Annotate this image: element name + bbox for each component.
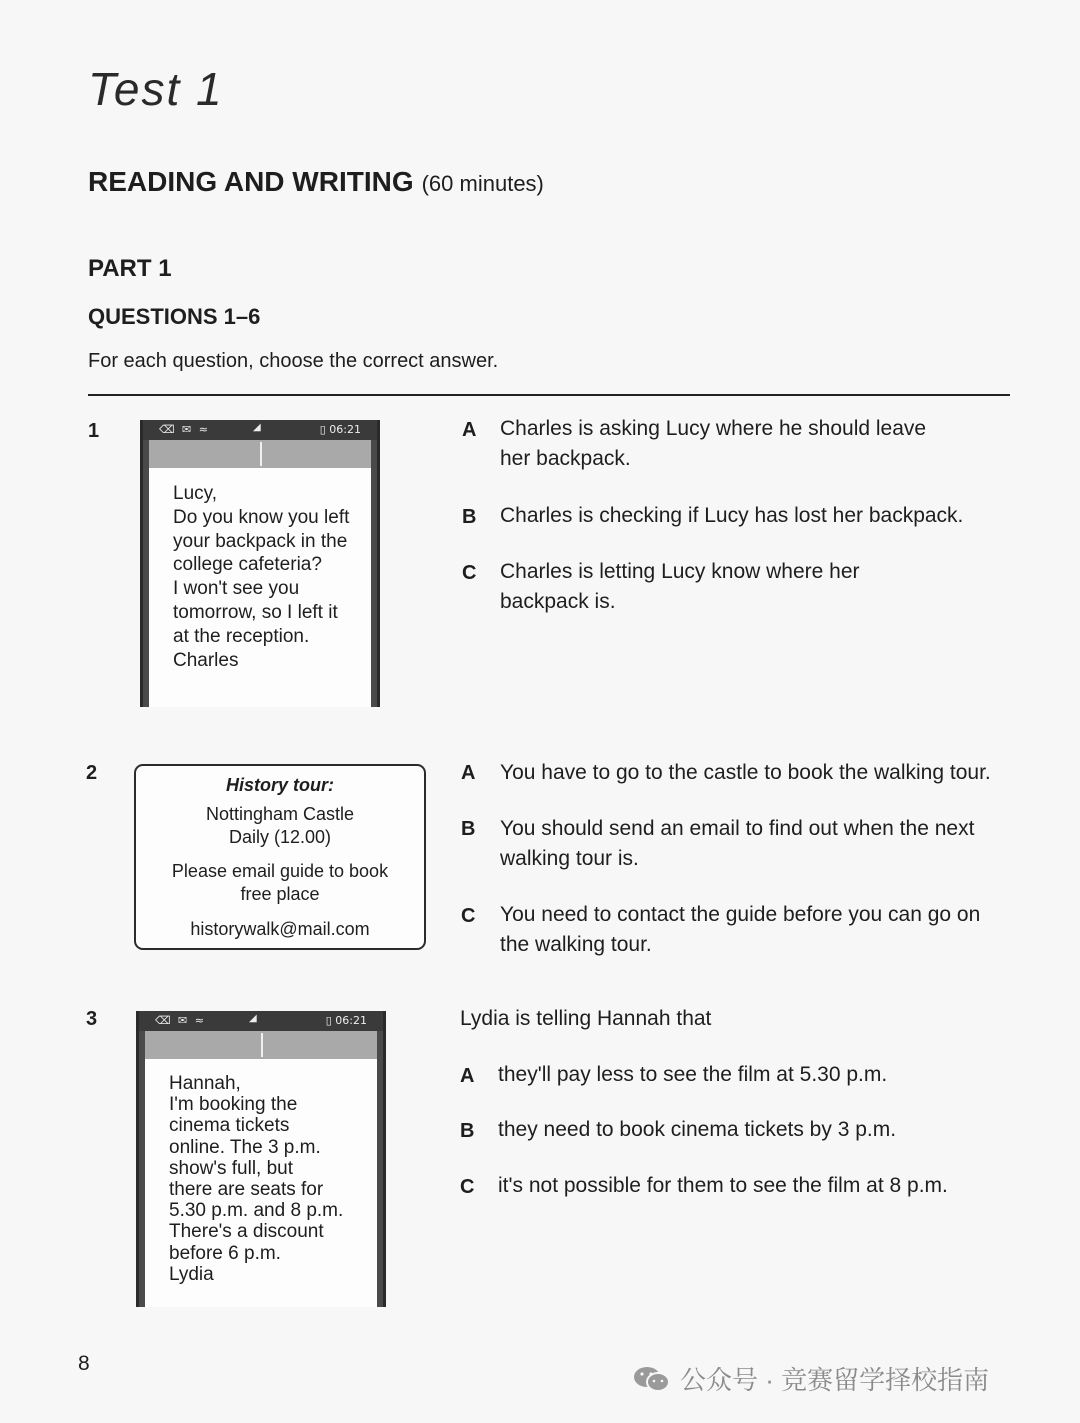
section-duration: (60 minutes) bbox=[421, 171, 544, 196]
question-number: 1 bbox=[88, 420, 100, 442]
notice-email: historywalk@mail.com bbox=[190, 919, 370, 939]
watermark-text: 公众号 · 竞赛留学择校指南 bbox=[680, 1365, 990, 1395]
option-letter: C bbox=[460, 1176, 475, 1198]
notice-line: Nottingham Castle bbox=[205, 804, 355, 824]
phone-screen bbox=[145, 1059, 377, 1307]
option-letter: C bbox=[462, 562, 477, 584]
option-text: they'll pay less to see the film at 5.30 p.m. bbox=[498, 1063, 888, 1086]
option-text: You have to go to the castle to book the walking tour. bbox=[500, 761, 991, 784]
phone-message-text: Lucy, Do you know you left your backpack in the college cafeteria? I won't see you tomorrow, so I left it at the reception. Charles bbox=[173, 483, 350, 671]
notice-line: Please email guide to book bbox=[171, 861, 389, 881]
page-number: 8 bbox=[78, 1352, 90, 1375]
phone-screen bbox=[149, 468, 371, 707]
phone-message bbox=[140, 420, 380, 707]
notice-box bbox=[134, 764, 426, 950]
option-letter: B bbox=[461, 818, 476, 840]
divider bbox=[88, 394, 1010, 396]
instruction: For each question, choose the correct answer. bbox=[88, 350, 499, 372]
cursor-icon bbox=[261, 1033, 263, 1057]
option-text: Charles is checking if Lucy has lost her backpack. bbox=[500, 504, 964, 527]
option-letter: B bbox=[460, 1120, 475, 1142]
option-text: Charles is asking Lucy where he should leave her backpack. bbox=[500, 417, 927, 470]
questions-title: QUESTIONS 1–6 bbox=[88, 304, 261, 329]
signal-icon: ◢ bbox=[253, 422, 261, 433]
option-text: they need to book cinema tickets by 3 p.m. bbox=[498, 1118, 897, 1141]
status-icons: ⌫ ✉ ≈ bbox=[159, 423, 210, 436]
notice-title: History tour: bbox=[226, 775, 334, 795]
option-text: You should send an email to find out when the next walking tour is. bbox=[500, 817, 975, 870]
signal-icon: ◢ bbox=[249, 1013, 257, 1024]
section-title-text: READING AND WRITING bbox=[88, 166, 414, 197]
phone-time: ▯ 06:21 bbox=[319, 423, 361, 436]
phone-status-bar bbox=[143, 420, 377, 440]
option-text: it's not possible for them to see the film at 8 p.m. bbox=[498, 1174, 948, 1197]
option-letter: A bbox=[460, 1065, 475, 1087]
wechat-icon bbox=[632, 1365, 672, 1393]
phone-time: ▯ 06:21 bbox=[325, 1014, 367, 1027]
phone-message bbox=[136, 1011, 386, 1307]
section-title bbox=[88, 166, 544, 198]
question-number: 2 bbox=[86, 762, 98, 784]
notice-line: free place bbox=[240, 884, 320, 904]
phone-top-bar bbox=[145, 1031, 377, 1059]
notice-line: Daily (12.00) bbox=[228, 827, 332, 847]
phone-top-bar bbox=[149, 440, 371, 468]
phone-status-bar bbox=[139, 1011, 383, 1031]
part-title: PART 1 bbox=[88, 255, 172, 282]
option-text: Charles is letting Lucy know where her backpack is. bbox=[500, 560, 860, 613]
option-letter: A bbox=[461, 762, 476, 784]
watermark bbox=[632, 1360, 989, 1397]
option-letter: C bbox=[461, 905, 476, 927]
test-title: Test 1 bbox=[88, 63, 224, 115]
question-stem: Lydia is telling Hannah that bbox=[460, 1007, 712, 1030]
status-icons: ⌫ ✉ ≈ bbox=[155, 1014, 206, 1027]
question-number: 3 bbox=[86, 1008, 98, 1030]
option-letter: A bbox=[462, 419, 477, 441]
option-text: You need to contact the guide before you can go on the walking tour. bbox=[500, 903, 981, 956]
phone-message-text: Hannah, I'm booking the cinema tickets online. The 3 p.m. show's full, but there are seats for 5.30 p.m. and 8 p.m. There's a discount before 6 p.m. Lydia bbox=[169, 1073, 344, 1285]
cursor-icon bbox=[260, 442, 262, 466]
option-letter: B bbox=[462, 506, 477, 528]
